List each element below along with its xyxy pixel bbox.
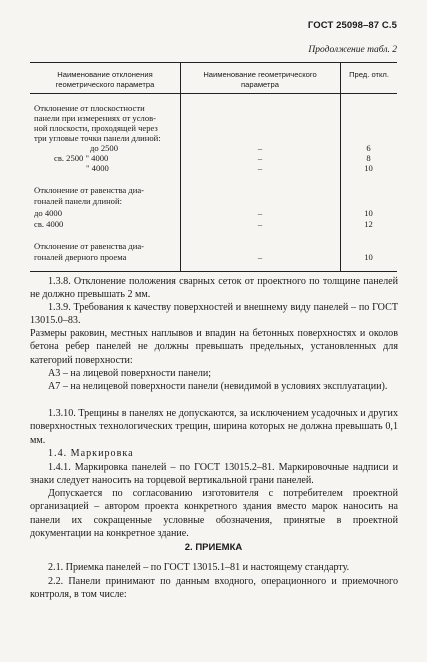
table-row-dash: –: [257, 219, 263, 229]
table-row-label: до 4000: [34, 208, 63, 218]
table-text-line: гоналей панели длиной:: [34, 196, 122, 206]
paragraph-1-3-10: 1.3.10. Трещины в панелях не допускаются, за исключением усадочных и других поверхностных технологических трещин, ширина которых не должна превышать 0,1 мм.: [30, 408, 398, 446]
table-row-dash: –: [257, 163, 263, 173]
table-row-dash: –: [257, 208, 263, 218]
paragraph-category-a3: А3 – на лицевой поверхности панели;: [48, 368, 212, 379]
table-row-dash: –: [257, 153, 263, 163]
table-row-value: 6: [366, 143, 371, 153]
table-text-line: три угловые точки панели длиной:: [34, 133, 161, 143]
table-text-line: панели при измерениях от услов-: [34, 113, 157, 123]
table-row-value: 10: [364, 163, 373, 173]
table-row-label: св. 4000: [34, 219, 64, 229]
table-row-label: св. 2500 " 4000: [54, 153, 109, 163]
section-2-title: 2. ПРИЕМКА: [184, 542, 243, 553]
section-heading-marking: 1.4. Маркировка: [48, 448, 134, 459]
paragraph-2-2: 2.2. Панели принимают по данным входного, операционного и приемочного контроля, в том числе:: [30, 576, 398, 601]
table-text-line: ной плоскости, проходящей через: [34, 123, 158, 133]
paragraph-1-3-9: 1.3.9. Требования к качеству поверхностей и внешнему виду панелей – по ГОСТ 13015.0–83.: [30, 302, 398, 327]
paragraph-1-4-1: 1.4.1. Маркировка панелей – по ГОСТ 13015.2–81. Маркировочные надписи и знаки следует наносить на торцевой вертикальной грани панелей.: [30, 462, 398, 487]
table-row-dash: –: [257, 143, 263, 153]
table-header-divider: [30, 93, 397, 94]
table-row-label: до 2500: [90, 143, 119, 153]
table-text-line: Отклонение от плоскостности: [34, 103, 145, 113]
table-text-line: Отклонение от равенства диа-: [34, 241, 145, 251]
table-row-value: 10: [364, 252, 373, 262]
paragraph-2-1: 2.1. Приемка панелей – по ГОСТ 13015.1–81 и настоящему стандарту.: [48, 562, 350, 573]
table-continuation-label: Продолжение табл. 2: [308, 45, 397, 55]
paragraph-1-3-8: 1.3.8. Отклонение положения сварных сеток от проектного по толщине панелей не должно превышать 2 мм.: [30, 276, 398, 301]
table-header-parameter-name: Наименование геометрического параметра: [203, 70, 317, 89]
deviation-table: [30, 62, 397, 272]
table-row-label: " 4000: [86, 163, 109, 173]
table-text-line: гоналей дверного проема: [34, 252, 127, 262]
table-row-dash: –: [257, 252, 263, 262]
table-header-limit-deviation: Пред. откл.: [349, 70, 389, 79]
table-header-deviation-name: Наименование отклонения геометрического параметра: [55, 70, 155, 89]
paragraph-marking-allowed: Допускается по согласованию изготовителя с потребителем проектной организацией – автором проекта конкретного здания вместо марок наносить на панели их сокращенные условные обозначения, принятые в проектной документации на конкретное здание.: [30, 488, 398, 539]
document-header-id: ГОСТ 25098–87 С.5: [307, 20, 397, 31]
table-row-value: 12: [364, 219, 373, 229]
paragraph-defect-sizes: Размеры раковин, местных наплывов и впадин на бетонных поверхностях и околов бетона ребер панелей не должны превышать предельных, установленных для категорий поверхности:: [30, 328, 398, 366]
table-row-value: 8: [366, 153, 371, 163]
table-row-value: 10: [364, 208, 373, 218]
paragraph-category-a7: А7 – на нелицевой поверхности панели (невидимой в условиях эксплуатации).: [48, 381, 388, 392]
table-text-line: Отклонение от равенства диа-: [34, 185, 145, 195]
